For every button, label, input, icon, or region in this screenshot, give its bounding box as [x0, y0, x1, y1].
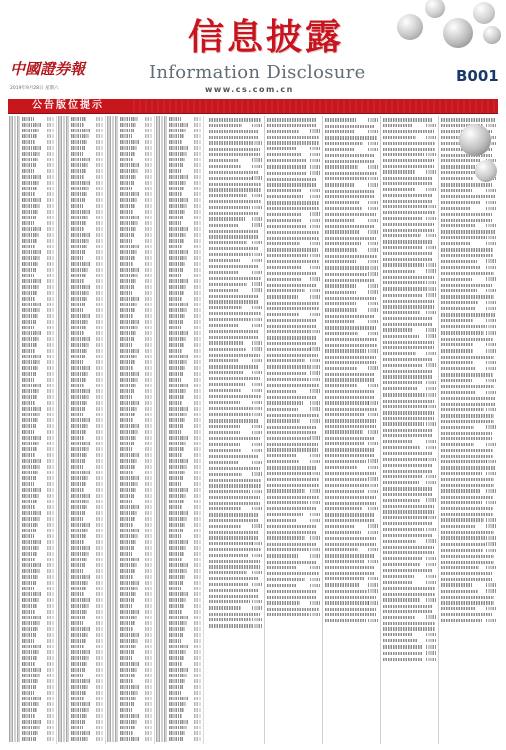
stock-index-table [8, 116, 204, 744]
announcement-entry [383, 393, 436, 396]
announcement-entry [325, 125, 378, 134]
announcement-entry [267, 231, 320, 245]
announcement-entry [441, 549, 496, 552]
announcement-entry [267, 365, 320, 368]
announcement-entry [383, 159, 436, 173]
announcement-entry [325, 531, 378, 534]
announcement-entry [267, 460, 320, 463]
announcement-entry [441, 338, 496, 347]
announcement-entry [383, 177, 436, 191]
announcement-entry [441, 213, 496, 227]
section-title-cn: 信息披露 [188, 16, 345, 58]
announcement-entry [325, 183, 378, 186]
announcement-entry [441, 397, 496, 411]
announcement-entry [383, 452, 436, 461]
announcement-entry [383, 223, 436, 237]
announcement-entry [383, 464, 436, 478]
announcement-entry [383, 341, 436, 355]
announcement-entry [325, 437, 378, 446]
announcement-entry [267, 225, 320, 228]
announcement-entry [267, 372, 320, 375]
announcement-entry [441, 242, 496, 245]
announcement-entry [209, 118, 262, 127]
announcement-entry [267, 136, 320, 150]
announcement-entry [441, 432, 496, 446]
announcement-entry [209, 467, 262, 476]
announcement-entry [325, 291, 378, 294]
announcement-entry [267, 153, 320, 156]
announcement-entry [383, 487, 436, 501]
announcement-entry [441, 385, 496, 394]
announcement-entry [383, 569, 436, 578]
announcement-entry [325, 466, 378, 469]
announcement-entry [267, 195, 320, 198]
announcement-entry [209, 330, 262, 344]
announcement-entry [441, 349, 496, 352]
announcement-entry [209, 212, 262, 221]
announcement-entry [383, 587, 436, 601]
announcement-entry [267, 426, 320, 440]
announcement-entry [383, 358, 436, 367]
announcement-entry [441, 525, 496, 528]
announcement-entry [325, 248, 378, 251]
announcement-entry [209, 130, 262, 144]
announcement-index-banner [8, 99, 498, 114]
announcement-entry [267, 443, 320, 457]
announcement-entry [209, 496, 262, 510]
announcement-entry [325, 237, 378, 246]
announcement-entry [325, 390, 378, 404]
announcement-entry [209, 577, 262, 586]
announcement-entry [267, 165, 320, 168]
announcement-entry [325, 419, 378, 433]
announcement-entry [325, 537, 378, 551]
announcement-entry [209, 277, 262, 286]
announcement-entry [267, 295, 320, 298]
announcement-column [207, 116, 265, 744]
decorative-spheres-graphic [395, 0, 506, 52]
announcement-entry [383, 276, 436, 285]
announcement-entry [325, 496, 378, 510]
announcement-entry [209, 365, 262, 374]
announcement-entry [383, 652, 436, 655]
announcement-entry [441, 596, 496, 610]
announcement-entry [383, 211, 436, 220]
announcement-entry [325, 472, 378, 481]
announcement-entry [325, 596, 378, 605]
index-row [106, 736, 154, 742]
announcement-entry [325, 554, 378, 563]
announcement-entry [267, 384, 320, 393]
announcement-entry [209, 354, 262, 363]
announcement-entry [325, 172, 378, 181]
announcement-entry [441, 230, 496, 239]
announcement-entry [383, 270, 436, 273]
announcement-entry [383, 240, 436, 249]
announcement-entry [267, 525, 320, 539]
announcement-entry [267, 248, 320, 257]
announcement-entry [267, 414, 320, 423]
announcement-entry [267, 272, 320, 281]
announcement-entry [325, 356, 378, 370]
announcement-entry [383, 287, 436, 290]
announcement-entry [209, 548, 262, 557]
announcement-entry [325, 608, 378, 622]
banner-label: 公告版位提示 [32, 100, 104, 111]
announcement-entry [209, 589, 262, 603]
announcement-entry [209, 513, 262, 527]
announcement-entry [267, 219, 320, 222]
announcement-entry [325, 266, 378, 269]
announcement-entry [267, 336, 320, 350]
announcement-entry [383, 118, 436, 127]
announcement-entry [267, 543, 320, 552]
announcement-entry [441, 356, 496, 365]
announcement-list [207, 116, 498, 744]
announcement-entry [383, 505, 436, 519]
announcement-entry [383, 429, 436, 443]
announcement-entry [383, 317, 436, 331]
announcement-entry [441, 284, 496, 293]
announcement-entry [267, 608, 320, 617]
announcement-entry [209, 624, 262, 627]
announcement-entry [325, 513, 378, 527]
announcement-entry [267, 396, 320, 405]
announcement-entry [267, 408, 320, 411]
announcement-column [265, 116, 323, 744]
announcement-entry [383, 446, 436, 449]
announcement-entry [267, 159, 320, 162]
announcement-entry [325, 207, 378, 210]
announcement-entry [441, 466, 496, 475]
announcement-entry [209, 389, 262, 392]
announcement-entry [209, 449, 262, 452]
announcement-entry [383, 411, 436, 425]
announcement-entry [383, 581, 436, 584]
announcement-entry [441, 248, 496, 262]
announcement-entry [441, 543, 496, 546]
announcement-entry [267, 554, 320, 557]
announcement-entry [209, 413, 262, 416]
announcement-entry [209, 479, 262, 493]
announcement-entry [441, 266, 496, 269]
announcement-entry [325, 213, 378, 222]
announcement-entry [209, 606, 262, 609]
announcement-entry [267, 519, 320, 522]
announcement-entry [325, 338, 378, 352]
decorative-sphere-graphic [453, 116, 498, 206]
announcement-entry [441, 207, 496, 210]
announcement-entry [267, 172, 320, 175]
announcement-entry [267, 478, 320, 492]
announcement-entry [383, 142, 436, 156]
announcement-entry [441, 313, 496, 322]
announcement-entry [209, 348, 262, 351]
announcement-entry [441, 373, 496, 382]
announcement-entry [441, 307, 496, 310]
announcement-entry [267, 507, 320, 516]
announcement-entry [441, 613, 496, 622]
announcement-entry [325, 136, 378, 145]
page-number: B001 [456, 67, 499, 85]
index-row [57, 736, 105, 742]
index-row [8, 736, 56, 742]
announcement-column [381, 116, 439, 744]
announcement-entry [325, 326, 378, 335]
announcement-entry [383, 252, 436, 266]
announcement-entry [267, 201, 320, 215]
announcement-entry [441, 325, 496, 328]
announcement-entry [383, 335, 436, 338]
announcement-entry [209, 247, 262, 256]
index-column [8, 116, 57, 744]
announcement-entry [383, 563, 436, 566]
announcement-entry [209, 183, 262, 197]
announcement-entry [383, 481, 436, 484]
announcement-entry [383, 370, 436, 384]
announcement-entry [383, 400, 436, 409]
announcement-entry [441, 572, 496, 586]
announcement-entry [267, 302, 320, 316]
announcement-entry [209, 312, 262, 321]
announcement-entry [383, 645, 436, 648]
announcement-entry [441, 331, 496, 334]
announcement-entry [267, 584, 320, 587]
announcement-entry [383, 546, 436, 560]
page-content [8, 116, 498, 744]
announcement-entry [383, 605, 436, 619]
announcement-entry [325, 448, 378, 462]
announcement-entry [383, 294, 436, 297]
announcement-entry [267, 496, 320, 505]
announcement-entry [383, 300, 436, 314]
announcement-entry [325, 118, 378, 121]
announcement-entry [209, 613, 262, 622]
announcement-entry [441, 295, 496, 304]
announcement-entry [267, 260, 320, 269]
announcement-entry [325, 190, 378, 204]
announcement-entry [267, 178, 320, 192]
announcement-entry [325, 315, 378, 324]
announcement-entry [267, 590, 320, 604]
announcement-entry [441, 367, 496, 370]
announcement-entry [267, 572, 320, 581]
announcement-entry [325, 148, 378, 151]
announcement-entry [325, 408, 378, 417]
announcement-entry [209, 437, 262, 446]
announcement-entry [267, 284, 320, 293]
announcement-entry [441, 272, 496, 281]
announcement-entry [441, 496, 496, 505]
announcement-entry [325, 255, 378, 264]
announcement-column [439, 116, 498, 744]
issue-date: 2019年9月28日 星期六 [10, 86, 59, 91]
announcement-entry [209, 259, 262, 262]
announcement-entry [441, 531, 496, 540]
announcement-entry [325, 583, 378, 586]
announcement-entry [325, 566, 378, 580]
announcement-entry [325, 490, 378, 493]
announcement-entry [209, 395, 262, 404]
announcement-entry [209, 171, 262, 180]
announcement-entry [383, 658, 436, 661]
masthead [0, 0, 506, 98]
announcement-entry [209, 165, 262, 168]
announcement-entry [209, 531, 262, 545]
announcement-entry [209, 560, 262, 574]
newspaper-logo: 中國證券報 [10, 60, 86, 78]
announcement-entry [209, 200, 262, 209]
announcement-entry [325, 373, 378, 387]
announcement-entry [383, 534, 436, 543]
announcement-entry [383, 387, 436, 390]
announcement-entry [209, 377, 262, 386]
section-title-en: Information Disclosure [149, 62, 366, 83]
announcement-entry [267, 378, 320, 381]
announcement-entry [209, 407, 262, 410]
banner-texture [133, 99, 498, 113]
announcement-entry [325, 279, 378, 288]
announcement-entry [325, 154, 378, 168]
announcement-entry [325, 590, 378, 593]
index-column [155, 116, 204, 744]
announcement-entry [325, 484, 378, 487]
announcement-entry [209, 295, 262, 309]
announcement-entry [267, 466, 320, 475]
announcement-entry [383, 130, 436, 139]
announcement-entry [209, 265, 262, 274]
index-row [155, 736, 203, 742]
announcement-entry [441, 478, 496, 492]
website-url: www.cs.com.cn [205, 85, 294, 94]
announcement-entry [383, 522, 436, 531]
announcement-entry [267, 319, 320, 333]
announcement-entry [441, 590, 496, 593]
announcement-entry [441, 449, 496, 463]
announcement-entry [209, 455, 262, 464]
announcement-entry [209, 230, 262, 244]
announcement-entry [441, 507, 496, 521]
announcement-entry [267, 561, 320, 570]
announcement-entry [325, 225, 378, 234]
announcement-entry [267, 354, 320, 363]
announcement-entry [209, 324, 262, 327]
announcement-entry [441, 414, 496, 428]
announcement-entry [209, 148, 262, 162]
announcement-entry [383, 194, 436, 208]
announcement-entry [383, 622, 436, 636]
announcement-entry [209, 224, 262, 227]
announcement-entry [325, 308, 378, 311]
index-column [57, 116, 106, 744]
announcement-entry [209, 289, 262, 292]
announcement-entry [209, 419, 262, 428]
index-column [106, 116, 155, 744]
announcement-entry [209, 431, 262, 434]
announcement-column [323, 116, 381, 744]
announcement-entry [383, 639, 436, 642]
announcement-entry [325, 273, 378, 276]
announcement-entry [325, 297, 378, 306]
announcement-entry [267, 118, 320, 132]
announcement-entry [441, 555, 496, 569]
